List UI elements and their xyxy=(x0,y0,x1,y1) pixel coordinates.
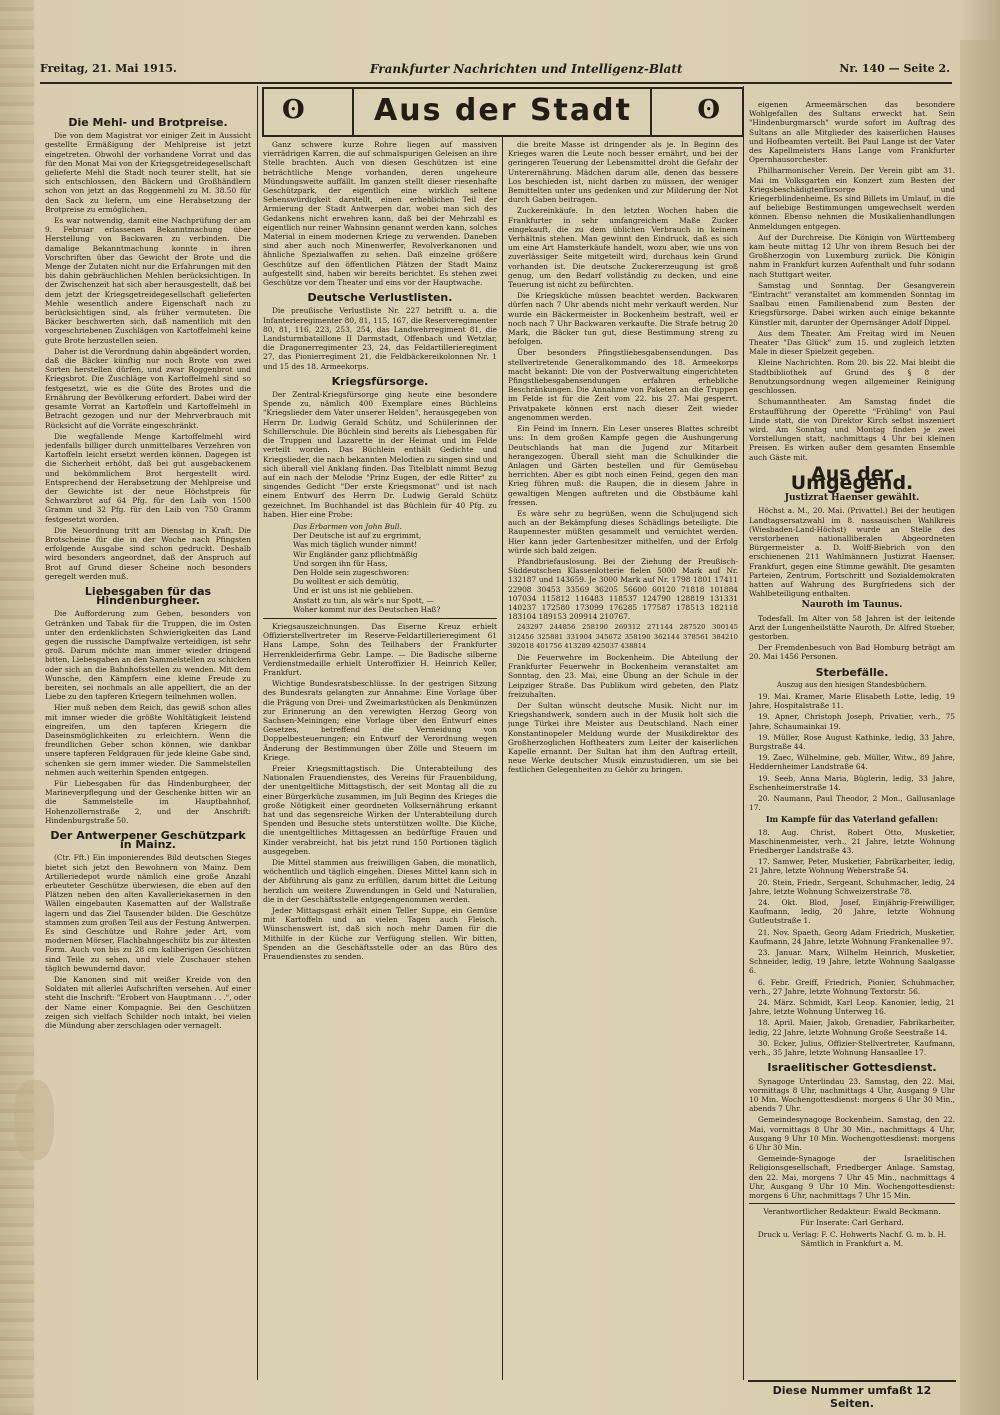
newspaper-name: Frankfurter Nachrichten und Intelligenz-Blatt xyxy=(370,62,683,76)
article-heading: Justizrat Haenser gewählt. xyxy=(784,493,920,504)
death-entry: 19. Apner, Christoph Joseph, Privatier, verh., 75 Jahre, Schaumainkai 19. xyxy=(749,712,955,731)
banner-divider xyxy=(352,89,354,135)
ornament-right-icon: ʘ xyxy=(697,95,720,125)
death-entry: 18. April. Maier, Jakob, Grenadier, Fabrikarbeiter, ledig, 22 Jahre, letzte Wohnung Große Seestraße 14. xyxy=(749,1018,955,1037)
death-entry: 18. Aug. Christ, Robert Otto, Musketier, Maschinenmeister, verh., 21 Jahre, letzte Wohnung Friedberger Landstraße 43. xyxy=(749,827,955,856)
separator-rule xyxy=(263,618,497,619)
death-entry: 19. Seeb, Anna Maria, Büglerin, ledig, 33 Jahre, Eschenheimerstraße 14. xyxy=(749,773,955,792)
article-paragraph: Gemeindesynagoge Bockenheim. Samstag, den 22. Mai, vormittags 8 Uhr 30 Min., nachmittags 4 Uhr, Ausgang 9 Uhr 10 Min. Wochengottesdienst: morgens 6 Uhr 30 Min. xyxy=(749,1115,955,1152)
ornament-left-icon: ʘ xyxy=(282,95,305,125)
death-entry: 23. Januar. Marx, Wilhelm Heinrich, Musketier, Schneider, ledig, 19 Jahre, letzte Wohnung Saalgasse 6. xyxy=(749,948,955,976)
article-heading: Liebesgaben für das Hindenburgheer. xyxy=(84,584,212,608)
article-paragraph: Pfandbriefauslosung. Bei der Ziehung der Preußisch-Süddeutschen Klassenlotterie fielen 5000 Mark auf Nr. 132187 und 143659. Je 3000 Mark auf Nr. 1798 1801 17411 22908 30453 33569 36205 56600 60120 71818 101884 107034 115812 116483 118537 124790 128819 131331 140237 172580 173099 176285 177587 178513 182118 183104 189153 209914 210767. xyxy=(508,556,738,622)
article-heading: Deutsche Verlustlisten. xyxy=(307,291,453,305)
article-paragraph: Auf der Durchreise. Die Königin von Württemberg kam heute mittag 12 Uhr von ihrem Besuch bei der Großherzogin von Luxemburg zurück. Die Königin nahm in Frankfurt kurzen Aufenthalt und fuhr sodann nach Stuttgart weiter. xyxy=(749,232,955,279)
article-paragraph: Höchst a. M., 20. Mai. (Privattel.) Bei der heutigen Landtagsersatzwahl im 8. nassauischen Wahlkreis (Wiesbaden-Land-Höchst) wurde an Stelle des verstorbenen nationalliberalen Abgeordneten Bürgermeister a. D. Wolff-Biebrich von den erschienenen 211 Wahlmännern Justizrat Haenser, Frankfurt, gegen eine Stimme gewählt. Die gesamten Parteien, Zentrum, Fortschritt und Sozialdemokraten hatten auf Wahrung des Burgfriedens sich der Wahlbeteiligung enthalten. xyxy=(749,506,955,599)
torn-edge xyxy=(0,0,34,1415)
page-header xyxy=(40,58,950,80)
article-paragraph: Die Kriegsküche müssen beachtet werden. Backwaren dürfen nach 7 Uhr abends nicht mehr verkauft werden. Nur wurde ein Bäckermeister in Bockenheim bestraft, weil er noch nach 7 Uhr Backwaren verkaufte. Die Strafe betrug 20 Mark, die Bäcker tun gut, diese Bestimmung streng zu befolgen. xyxy=(508,291,738,347)
article-paragraph: Die Kanonen sind mit weißer Kreide von den Soldaten mit allerlei Aufschriften versehen. Auf einer steht die Inschrift: "Erobert von Hauptmann . . .", oder der Name einer Kompagnie. Bei den Geschützen zeigen sich vielfach Schilder noch intakt, bei vielen die Mündung aber zerschlagen oder vernagelt. xyxy=(45,975,251,1031)
article-heading: Sterbefälle. xyxy=(815,665,889,679)
banner-divider xyxy=(650,89,652,135)
section-heading: Aus der Umgegend. xyxy=(790,462,914,494)
article-paragraph: Philharmonischer Verein. Der Verein gibt am 31. Mai im Volksgarten ein Konzert zum Besten der Kriegsbeschädigtenfürsorge und Kriegerblindenheime. Es sind Billets im Umlauf, in die auf beliebige Bestimmungen umgewechselt werden können. Ebenso nehmen die Musikalienhandlungen Anmeldungen entgegen. xyxy=(749,166,955,231)
column-rule xyxy=(502,136,503,1380)
article-paragraph: Für Liebesgaben für das Hindenburgheer, der Marineverpflegung und der Geschenke bitten wir an die Sammelstelle im Hauptbahnhof, Hohenzollernstraße 2, und der Anschrift: Hindenburgstraße 50. xyxy=(45,779,251,825)
poem-line: Und er ist uns ist nie geblieben. xyxy=(293,586,413,596)
imprint-line: Druck u. Verlag: F. C. Hohwerts Nachf. G. m. b. H. Sämtlich in Frankfurt a. M. xyxy=(757,1229,947,1248)
article-paragraph: Der Sultan wünscht deutsche Musik. Nicht nur im Kriegshandwerk, sondern auch in der Musik holt sich die junge Türkei ihre Meister aus Deutschland. Nach einer Konstantinopeler Meldung wurde der Musikdirektor des Großherzoglichen Hoftheaters zum Leiter der kaiserlichen Kapelle ernannt. Der Sultan hat ihm den Auftrag erteilt, neue Werke deutscher Musik einzustudieren, um sie bei festlichen Gelegenheiten zu Gehör zu bringen. xyxy=(508,700,738,775)
article-paragraph: Schumanntheater. Am Samstag findet die Erstaufführung der Operette "Frühling" von Paul Linde statt, die von Direktor Kirch selbst inszeniert wird. Am Sonntag und Montag finden je zwei Vorstellungen statt, nachmittags 4 Uhr bei kleinen Preisen. Es wirken außer dem gesamten Ensemble auch Gäste mit. xyxy=(749,397,955,462)
poem-line: Was mich täglich wunder nimmt! xyxy=(293,540,418,550)
death-entry: 19. Zaec, Wilhelmine, geb. Müller, Witw., 89 Jahre, Heddernheimer Landstraße 64. xyxy=(749,753,955,772)
section-title: Aus der Stadt xyxy=(374,93,632,128)
death-entry: 6. Febr. Greiff, Friedrich, Pionier, Schuhmacher, verh., 27 Jahre, letzte Wohnung Textorstr. 56. xyxy=(749,977,955,996)
article-paragraph: Ganz schwere kurze Rohre liegen auf massiven vierrädrigen Karren, die auf schmalspurigen Geleisen an ihre Stelle brachten. Auch von diesen Geschützen ist eine beträchtliche Menge vorhanden, deren ungeheure Mündungsweite auffällt. Im ganzen stellt dieser riesenhafte Geschützpark, der eigentlich eine wirklich seltene Sehenswürdigkeit darstellt, einen erheblichen Teil der Armierung der Stadt Antwerpen dar, wobei man sich des Gedankens nicht erwehren kann, daß bei der Mehrzahl es eigentlich nur reiner Wahnsinn genannt werden kann, solches Material in einem modernen Kriege zu verwenden. Daneben sind aber auch noch Minenwerfer, Revolverkanonen und ähnliche Spezialwaffen zu sehen. Daß einzelne größere Geschütze auf den öffentlichen Plätzen der Stadt Mainz aufgestellt sind, haben wir bereits berichtet. Es stehen zwei Geschütze vor dem Theater und eins vor der Hauptwache. xyxy=(263,140,497,288)
article-paragraph: Kleine Nachrichten. Rom 20. bis 22. Mai bleibt die Stadtbibliothek auf Grund des § 8 der Benutzungsordnung wegen allgemeiner Reinigung geschlossen. xyxy=(749,358,955,396)
poem xyxy=(293,522,497,614)
article-heading: Kriegsfürsorge. xyxy=(331,374,429,388)
article-paragraph: Es wäre sehr zu begrüßen, wenn die Schuljugend sich auch an der Bekämpfung dieses Schädlings beteiligte. Die Raupennester müßten gesammelt und vernichtet werden. Hier kann jeder Gartenbesitzer mithelfen, und der Erfolg würde sich bald zeigen. xyxy=(508,508,738,555)
page-number: Nr. 140 — Seite 2. xyxy=(839,62,950,75)
article-paragraph: Hier muß neben dem Reich, das gewiß schon alles mit immer wieder die größte Wohltätigkeit leistend eingreifen, um den tapferen Kriegern die Daseinsmöglichkeiten zu erleichtern. Wenn die freundlichen Geber schon können, wie dankbar unsere tapferen Feldgrauen für jede kleine Gabe sind, schenken sie gern immer wieder. Die Sammelstellen nehmen auch weiterhin Spenden entgegen. xyxy=(45,703,251,777)
column-rule xyxy=(743,86,744,1380)
article-paragraph: Es war notwendig, damit eine Nachprüfung der am 9. Februar erlassenen Bekanntmachung über Herstellung von Backwaren zu verbinden. Die damalige Bekanntmachung konnte in ihren Vorschriften über das Gewicht der Brote und die Menge der Zutaten nicht nur die Erfahrungen mit den bis dahin gebräuchlichen Mehlen berücksichtigen. In der Zwischenzeit hat sich aber herausgestellt, daß bei dem jetzt der Kriegsgetreidegesellschaft gelieferten Mehle wesentlich andere Eigenschaft nach zu berücksichtigen sind, als früher vermuteten. Die Bäcker beschwerten sich, daß namentlich mit den vorgeschriebenen Zuschlägen von Kartoffelmehl keine gute Brote herzustellen seien. xyxy=(45,216,251,345)
article-paragraph: Jeder Mittagsgast erhält einen Teller Suppe, ein Gemüse mit Kartoffeln und an vielen Tagen auch Fleisch. Wünschenswert ist, daß sich noch mehr Damen für die Mithilfe in der Küche zur Verfügung stellen. Wir bitten, Spenden an die Geschäftsstelle oder an das Büro des Frauendienstes zu senden. xyxy=(263,906,497,962)
poem-line: Der Deutsche ist auf zu ergrimmt, xyxy=(293,531,422,541)
death-entry: 19. Müller, Rose August Kathinke, ledig, 33 Jahre, Burgstraße 44. xyxy=(749,732,955,751)
column-3 xyxy=(508,140,738,1380)
article-paragraph: Die Aufforderung zum Geben, besonders von Getränken und Tabak für die Truppen, die im Osten unter den erdenklichsten Schwierigkeiten das Land gegen die russische Dampfwalze verteidigen, ist sehr groß. Darum möchte man immer wieder dringend bitten, Liebesgaben an den Sammelstellen zu schicken oder sich an die Bahnhofsstellen zu wenden. Mit dem Wunsche, den Kämpfern eine kleine Freude zu bereiten, sei nochmals an alle appelliert, die an der Liebe zu den tapferen Kriegern teilnehmen wollen. xyxy=(45,609,251,702)
article-paragraph: Todesfall. Im Alter von 58 Jahren ist der leitende Arzt der Lungenheilstätte Nauroth, Dr. Alfred Stoeber, gestorben. xyxy=(749,613,955,641)
subheading: Auszug aus den hiesigen Standesbüchern. xyxy=(776,680,928,689)
imprint-line: Verantwortlicher Redakteur: Ewald Beckmann. xyxy=(763,1207,941,1217)
article-paragraph: Die Feuerwehre im Bockenheim. Die Abteilung der Frankfurter Feuerwehr in Bockenheim veranstaltet am Sonntag, den 23. Mai, eine Übung an der Schule in der Leipziger Straße. Das Publikum wird gebeten, den Platz freizuhalten. xyxy=(508,652,738,699)
death-entry: 24. März. Schmidt, Karl Leop. Kanonier, ledig, 21 Jahre, letzte Wohnung Unterweg 16. xyxy=(749,998,955,1017)
death-entry: 20. Stein, Friedr., Sergeant, Schuhmacher, ledig, 24 Jahre, letzte Wohnung Schweizerstraße 78. xyxy=(749,877,955,896)
article-paragraph: Die von dem Magistrat vor einiger Zeit in Aussicht gestellte Ermäßigung der Mehlpreise ist jetzt eingetreten. Obwohl der vorhandene Vorrat und das für den Monat Mai von der Kriegsgetreidegesellschaft gelieferte Mehl die Stadt noch teurer stellt, hat sie sich entschlossen, den Bäckern und Großhändlern schon von jetzt an das Roggenmehl zu M. 38.50 für den Sack zu liefern, um eine Herabsetzung der Brotpreise zu ermöglichen. xyxy=(45,131,251,214)
column-1 xyxy=(45,112,251,1380)
article-paragraph: Wichtige Bundesratsbeschlüsse. In der gestrigen Sitzung des Bundesrats gelangten zur Annahme: Eine Vorlage über die Prägung von Drei- und Zweimarkstücken als Denkmünzen zur Erinnerung an den verewigten Herzog Georg von Sachsen-Meiningen; eine Vorlage über den Entwurf eines Gesetzes, betreffend die Vermeidung von Doppelbesteuerungen; ein Entwurf der Verordnung wegen Änderung der Bestimmungen über Zölle und Steuern im Kriege. xyxy=(263,679,497,762)
lottery-numbers: 243297 244856 258190 269312 271144 287520 300145 312456 325881 331904 345672 358190 362144 378561 384210 392018 401756 413289 425037 438814 xyxy=(508,623,738,650)
article-paragraph: die breite Masse ist dringender als je. In Beginn des Krieges waren die Leute noch besser ernährt, und bei der geringeren Teuerung der Lebensmittel droht die Gefahr der Unterernährung. Mädchen darum alle, denen das bessere Los beschieden ist, nicht darben zu müssen, der weniger Bemittelten unter uns gedenken und zur Milderung der Not durch Gaben beitragen. xyxy=(508,140,738,205)
poem-line: Woher kommt nur des Deutschen Haß? xyxy=(293,604,441,614)
death-entry: 21. Nov. Spaeth, Georg Adam Friedrich, Musketier, Kaufmann, 24 Jahre, letzte Wohnung Frankenallee 97. xyxy=(749,927,955,946)
column-rule xyxy=(257,86,258,1380)
poem-line: Das Erbarmen von John Bull. xyxy=(293,521,402,531)
article-paragraph: Zuckereinkäufe. In den letzten Wochen haben die Frankfurter in sehr umfangreichem Maße Zucker eingekauft, die zu dem üblichen Verbrauch in keinem Verhältnis stehen. Man gewinnt den Eindruck, daß es sich um eine Art Hamsterkäufe handelt, wozu aber, wie uns von zuverlässiger Seite mitgeteilt wird, durchaus kein Grund vorhanden ist. Die deutsche Zuckererzeugung ist groß genug, um den Bedarf vollständig zu decken, und eine Teuerung ist nicht zu befürchten. xyxy=(508,206,738,290)
article-paragraph: (Ctr. Fft.) Ein imponierendes Bild deutschen Sieges bietet sich jetzt den Bewohnern von Mainz. Dem Artilleriedepot wurde nämlich eine große Anzahl erbeuteter Geschütze überwiesen, die eben auf den Plätzen neben den alten Kavalleriekasernen in den Wällen eingebauten Kasematten auf der Wallstraße lagern und das Ziel Tausender bilden. Die Geschütze stammen zum großen Teil aus der Festung Antwerpen. Es sind Geschütze und Rohre jeder Art, vom modernen Mörser, Flachbahngeschütz bis zur ältesten Form. Auch von bis zu 28 cm kaliberigen Geschützen sind Teile zu sehen, und viele Zuschauer stehen täglich bewundernd davor. xyxy=(45,853,251,973)
article-paragraph: Die Mittel stammen aus freiwilligen Gaben, die monatlich, wöchentlich und täglich eingehen. Dieses Mittel kann sich in der Abführung als ganz zu erfüllen, darum bittet die Leitung herzlich um weitere Zuwendungen in Geld und Naturalien, die in der Geschäftsstelle entgegengenommen werden. xyxy=(263,858,497,904)
poem-line: Du wolltest er sich demütig, xyxy=(293,577,399,587)
death-entry: 20. Naumann, Paul Theodor, 2 Mon., Gallusanlage 17. xyxy=(749,794,955,813)
issue-date: Freitag, 21. Mai 1915. xyxy=(40,62,177,75)
article-paragraph: Synagoge Unterlindau 23. Samstag, den 22. Mai, vormittags 8 Uhr, nachmittags 4 Uhr, Ausgang 9 Uhr 10 Min. Wochengottesdienst: morgens 6 Uhr 30 Min., abends 7 Uhr. xyxy=(749,1076,955,1114)
article-paragraph: Gemeinde-Synagoge der Israelitischen Religionsgesellschaft, Friedberger Anlage. Samstag, den 22. Mai, morgens 7 Uhr 45 Min., nachmittags 4 Uhr, Ausgang 9 Uhr 10 Min. Wochengottesdienst: morgens 6 Uhr, nachmittags 7 Uhr 15 Min. xyxy=(749,1154,955,1200)
death-entry: 24. Okt. Blod, Josef, Einjährig-Freiwilliger, Kaufmann, ledig, 20 Jahre, letzte Wohnung Gutleutstraße 1. xyxy=(749,898,955,926)
article-paragraph: Der Zentral-Kriegsfürsorge ging heute eine besondere Spende zu, nämlich 400 Exemplare eines Büchleins "Kriegslieder dem Vater unserer Helden", herausgegeben von Herrn Dr. Ludwig Gerald Schütz, und Schülerinnen der Schillerschule. Die Büchlein sind bereits als Liebesgaben für die Truppen und Lazarette in der Heimat und im Felde verteilt worden. Das Büchlein enthält Gedichte und Kriegslieder, die nach bekannten Melodien zu singen sind und sich überall viel Anklang finden. Das Titelblatt nimmt Bezug auf ein nach der Melodie "Prinz Eugen, der edle Ritter" zu singendes Gedicht "Der erste Kriegsmonat" und ist nach einem Entwurf des Herrn Dr. Ludwig Gerald Schütz gezeichnet. Im Buchhandel ist das Büchlein für 40 Pfg. zu haben. Hier eine Probe: xyxy=(263,390,497,519)
article-paragraph: Daher ist die Verordnung dahin abgeändert worden, daß die Bäcker künftig nur noch Brote von zwei Sorten herstellen dürfen, und zwar Roggenbrot und Kriegsbrot. Die Zuschläge von Kartoffelmehl sind so festgesetzt, wie es die Güte des Brotes und die Ernährung der Bevölkerung erfordert. Dabei wird der gesamte Vorrat an Kartoffeln und Kartoffelmehl in Betracht gezogen und nur der Mehrverbrauch mit Rücksicht auf die Vorräte eingeschränkt. xyxy=(45,346,251,430)
separator-rule xyxy=(749,1203,955,1204)
article-paragraph: Über besonders Pfingstliebesgabensendungen. Das stellvertretende Generalkommando des 18. Armeekorps macht bekannt: Die von der Postverwaltung eingerichteten Pfingstliebesgabensendungen erfahren erhebliche Beschränkungen. Die Annahme von Paketen an die Truppen im Felde ist für die Zeit vom 22. bis 27. Mai gesperrt. Privatpakete können erst nach dieser Zeit wieder angenommen werden. xyxy=(508,348,738,422)
article-paragraph: Freier Kriegsmittagstisch. Die Unterabteilung des Nationalen Frauendienstes, des Vereins für Frauenbildung, der unentgeltliche Mittagstisch, der seit Montag all die zu einer Bürgerküche zusammen, im Juli Beginn des Krieges die große Nötigkeit einer geordneten Volksernährung erkannt hat und das segensreiche Wirken der Unterabteilung durch Spenden und Besuche stets unterstützen wollte. Die Küche, die unentgeltliches Mittagessen an bedürftige Frauen und Kinder verabreicht, hat bis jetzt rund 150 Portionen täglich ausgegeben. xyxy=(263,764,497,856)
article-paragraph: Der Fremdenbesuch von Bad Homburg beträgt am 20. Mai 1456 Personen. xyxy=(749,643,955,662)
poem-line: Wir Engländer ganz pflichtmäßig xyxy=(293,549,418,559)
article-paragraph: eigenen Armeemärschen das besondere Wohlgefallen des Sultans erweckt hat. Sein "Hindenburgmarsch" wurde sofort im Auftrag des Sultans an alle Mitglieder des kaiserlichen Hauses und Hofbeamten verteilt. Bei Paul Lange ist der Vater des Kapellmeisters Hans Lange vom Frankfurter Opernhausorchester. xyxy=(749,100,955,165)
article-paragraph: Kriegsauszeichnungen. Das Eiserne Kreuz erhielt Offizierstellvertreter im Reserve-Feldartillerieregiment 61 Hans Lampe, Sohn des Teilhabers der Frankfurter Herrenkleiderfirma Gebr. Lampe. — Die Badische silberne Verdienstmedaille erhielt Unteroffizier H. Heinrich Keller, Frankfurt. xyxy=(263,621,497,677)
death-entry: 19. Mai. Kramer, Marie Elisabeth Lotte, ledig, 19 Jahre, Hospitalstraße 11. xyxy=(749,691,955,711)
article-heading: Nauroth im Taunus. xyxy=(801,600,903,611)
footer-rule xyxy=(748,1380,956,1382)
death-entry: 17. Samwer, Peter, Musketier, Fabrikarbeiter, ledig, 21 Jahre, letzte Wohnung Weberstraße 54. xyxy=(749,857,955,876)
article-paragraph: Die preußische Verlustliste Nr. 227 betrifft u. a. die Infanterieregimenter 80, 81, 115, 167, die Reserveregimenter 80, 81, 116, 223, 253, 254, das Landwehrregiment 81, die Landsturmbataillone II Darmstadt, Offenbach und Wetzlar, die Dragonerregimenter 23, 24, das Feldartillerieregiment 27, das Pionierregiment 21, die Feldbäckereikolonnen Nr. 1 und 15 des 18. Armeekorps. xyxy=(263,306,497,371)
issue-length-note: Diese Nummer umfaßt 12 Seiten. xyxy=(772,1384,932,1410)
article-paragraph: Aus dem Theater. Am Freitag wird im Neuen Theater "Das Glück" zum 15. und zugleich letzten Male in dieser Spielzeit gegeben. xyxy=(749,328,955,357)
poem-line: Den Holde sein zugeschworen: xyxy=(293,567,410,577)
death-entry: 30. Ecker, Julius, Offizier-Stellvertreter, Kaufmann, verh., 35 Jahre, letzte Wohnung Hansaallee 17. xyxy=(749,1038,955,1058)
imprint-line: Für Inserate: Carl Gerhard. xyxy=(800,1218,904,1228)
section-banner xyxy=(262,87,744,137)
header-rule xyxy=(40,82,952,84)
column-4 xyxy=(749,100,955,1380)
article-paragraph: Samstag und Sonntag. Der Gesangverein "Eintracht" veranstaltet am kommenden Sonntag im Saalbau einen Familienabend zum Besten der Kriegsfürsorge. Dabei wirken auch einige bekannte Künstler mit, darunter der Opernsänger Adolf Dippel. xyxy=(749,280,955,327)
poem-line: Anstatt zu tun, als wär's nur Spott, — xyxy=(293,595,434,605)
article-heading: Israelitischer Gottesdienst. xyxy=(767,1061,937,1075)
article-heading: Der Antwerpener Geschützpark in Mainz. xyxy=(50,829,246,852)
paper-edge-shadow xyxy=(960,40,1000,1415)
article-paragraph: Ein Feind im Innern. Ein Leser unseres Blattes schreibt uns: In dem großen Kampfe gegen die Aushungerung Deutschlands hat man die Jugend zur Mitarbeit herangezogen. Überall sieht man die Schulkinder die Anlagen und Gärten bestellen und für Gemüsebau herrichten. Aber es gibt noch einen Feind, gegen den man Krieg führen muß: die Raupen, die in diesem Jahre in gewaltigen Mengen auftreten und die Obstbäume kahl fressen. xyxy=(508,424,738,507)
column-2 xyxy=(263,140,497,1380)
article-paragraph: Die Neuordnung tritt am Dienstag in Kraft. Die Brotscheine für die in der Woche nach Pfingsten erfolgende Ausgabe sind schon gedruckt. Deshalb wird besonders angeordnet, daß der Anspruch auf Brot auf Grund dieser Scheine noch besonders geregelt werden muß. xyxy=(45,525,251,581)
poem-line: Und sorgen ihn für Hass, xyxy=(293,558,388,568)
article-paragraph: Die wegfallende Menge Kartoffelmehl wird jedenfalls billiger durch unmittelbares Verzehren von Kartoffeln leicht ersetzt werden können. Dagegen ist die Sicherheit erhöht, daß bei gut ausgebackenem und bekömmlichem Brot hergestellt wird. Entsprechend der Herabsetzung der Mehlpreise und der Gewichte ist der neue Höchstpreis für Schwarzbrot auf 64 Pfg. für den Laib von 1500 Gramm und 32 Pfg. für den Laib von 750 Gramm festgesetzt worden. xyxy=(45,431,251,524)
article-heading: Im Kampfe für das Vaterland gefallen: xyxy=(765,814,939,825)
article-heading: Die Mehl- und Brotpreise. xyxy=(68,116,228,129)
